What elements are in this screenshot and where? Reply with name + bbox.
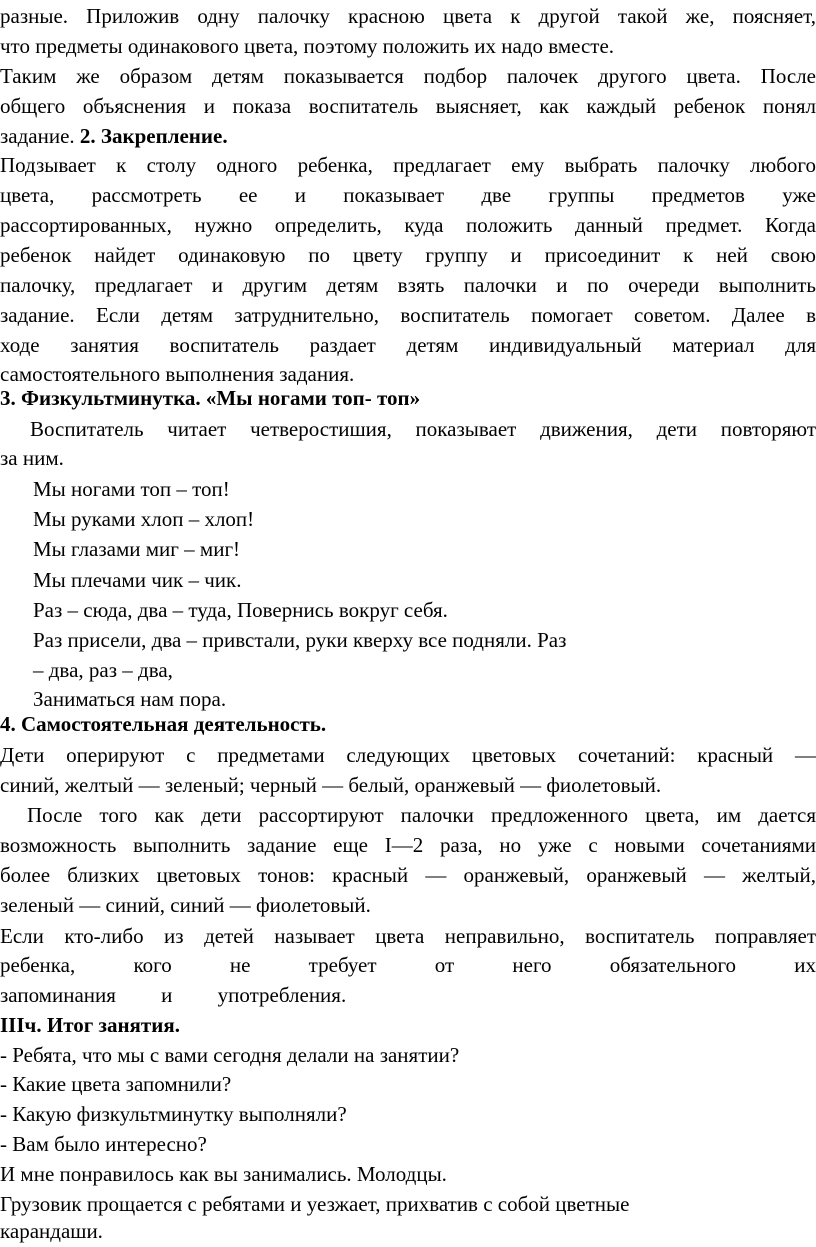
paragraph-line: Подзывает к столу одного ребенка, предлагает ему выбрать палочку любого	[0, 153, 816, 177]
paragraph-line: разные. Приложив одну палочку красною цвета к другой такой же, поясняет,	[0, 4, 816, 28]
paragraph-line: Если кто-либо из детей называет цвета неправильно, воспитатель поправляет	[0, 924, 816, 948]
paragraph-line: Грузовик прощается с ребятами и уезжает, прихватив с собой цветные	[0, 1192, 630, 1216]
poem-line: Мы руками хлоп – хлоп!	[33, 507, 255, 531]
paragraph-line: синий, желтый — зеленый; черный — белый, оранжевый — фиолетовый.	[0, 773, 662, 797]
question-line: - Какую физкультминутку выполняли?	[0, 1102, 347, 1126]
paragraph-line: карандаши.	[0, 1219, 103, 1243]
paragraph-line: самостоятельного выполнения задания.	[0, 362, 355, 386]
poem-line: Раз присели, два – привстали, руки кверху все подняли. Раз	[33, 628, 567, 652]
question-line: - Какие цвета запомнили?	[0, 1072, 232, 1096]
paragraph-line: Таким же образом детям показывается подбор палочек другого цвета. После	[0, 64, 816, 88]
paragraph-line: Воспитатель читает четверостишия, показывает движения, дети повторяют	[30, 417, 816, 441]
poem-line: Мы плечами чик – чик.	[33, 568, 242, 592]
question-line: - Вам было интересно?	[0, 1132, 207, 1156]
paragraph-line: И мне понравилось как вы занимались. Молодцы.	[0, 1162, 447, 1186]
section-heading: 3. Физкультминутка. «Мы ногами топ- топ»	[0, 386, 421, 410]
paragraph-line: запоминания и употребления.	[0, 983, 347, 1007]
paragraph-line	[0, 121, 816, 151]
paragraph-line: палочку, предлагает и другим детям взять палочки и по очереди выполнить	[0, 273, 816, 297]
question-line: - Ребята, что мы с вами сегодня делали на занятии?	[0, 1043, 460, 1067]
paragraph-line: задание. Если детям затруднительно, воспитатель помогает советом. Далее в	[0, 303, 816, 327]
paragraph-line: зеленый — синий, синий — фиолетовый.	[0, 893, 371, 917]
paragraph-text: задание.	[0, 124, 80, 148]
poem-line: Раз – сюда, два – туда, Повернись вокруг себя.	[33, 598, 448, 622]
paragraph-line: за ним.	[0, 446, 64, 470]
poem-line: Мы ногами топ – топ!	[33, 477, 230, 501]
poem-line: Заниматься нам пора.	[33, 687, 227, 711]
section-heading: IIIч. Итог занятия.	[0, 1013, 180, 1037]
poem-line: – два, раз – два,	[33, 658, 173, 682]
section-heading-inline: 2. Закрепление.	[79, 124, 228, 148]
paragraph-line: что предметы одинакового цвета, поэтому положить их надо вместе.	[0, 34, 615, 58]
paragraph-line: Дети оперируют с предметами следующих цветовых сочетаний: красный —	[0, 743, 816, 767]
poem-line: Мы глазами миг – миг!	[33, 537, 241, 561]
paragraph-line: ребенка, кого не требует от него обязательного их	[0, 953, 816, 977]
paragraph-line: ребенок найдет одинаковую по цвету группу и присоединит к ней свою	[0, 243, 816, 267]
paragraph-line: После того как дети рассортируют палочки предложенного цвета, им дается	[27, 803, 816, 827]
section-heading: 4. Самостоятельная деятельность.	[0, 712, 327, 736]
paragraph-line: общего объяснения и показа воспитатель выясняет, как каждый ребенок понял	[0, 94, 816, 118]
paragraph-line: возможность выполнить задание еще I—2 раза, но уже с новыми сочетаниями	[0, 833, 816, 857]
paragraph-line: ходе занятия воспитатель раздает детям индивидуальный материал для	[0, 333, 816, 357]
paragraph-line: цвета, рассмотреть ее и показывает две группы предметов уже	[0, 183, 816, 207]
paragraph-line: более близких цветовых тонов: красный — оранжевый, оранжевый — желтый,	[0, 863, 816, 887]
paragraph-line: рассортированных, нужно определить, куда положить данный предмет. Когда	[0, 213, 816, 237]
